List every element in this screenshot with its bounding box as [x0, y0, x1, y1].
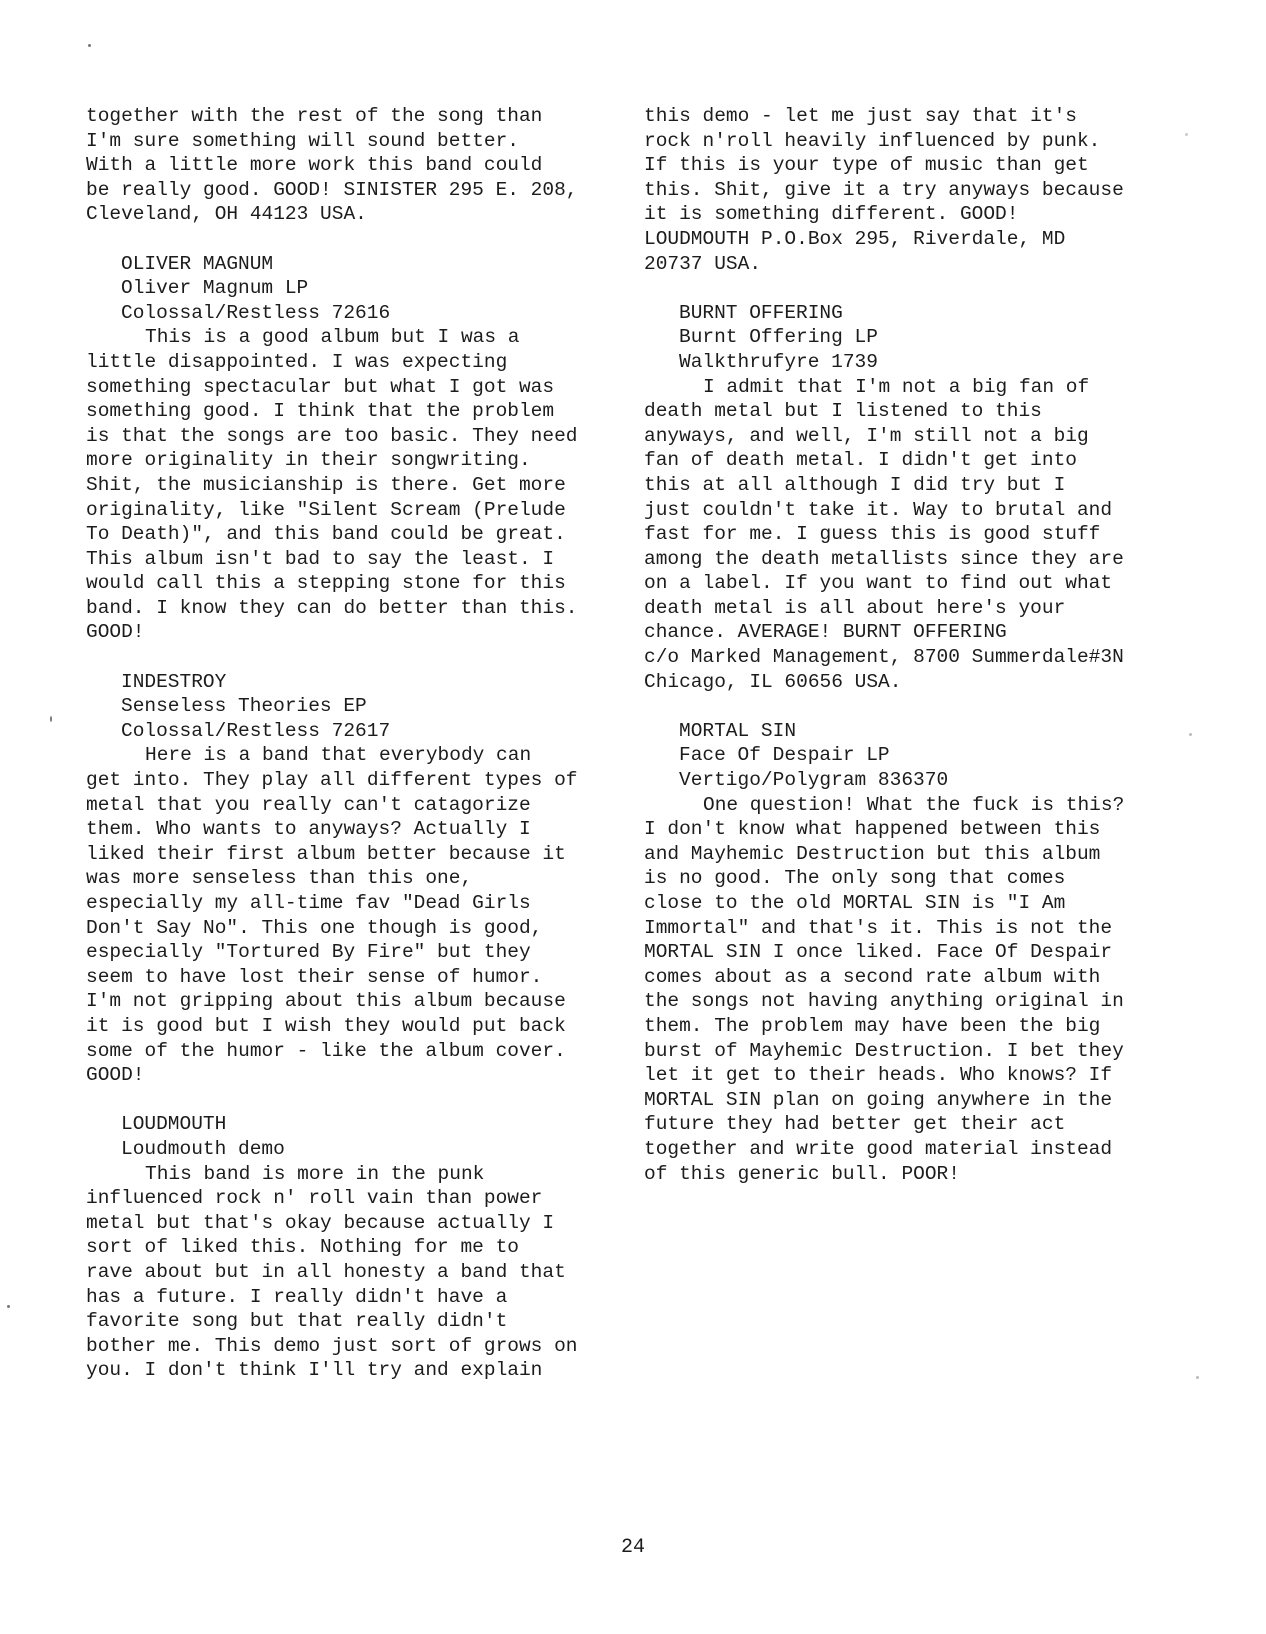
text-line: on a label. If you want to find out what — [644, 572, 1113, 595]
review-oliver-magnum — [86, 252, 631, 646]
review-release-title: Burnt Offering LP — [679, 326, 878, 349]
text-line: death metal is all about here's your — [644, 596, 1066, 619]
text-line: you. I don't think I'll try and explain — [86, 1359, 543, 1382]
text-line: band. I know they can do better than this. — [86, 596, 578, 619]
text-line: it is good but I wish they would put back — [86, 1014, 566, 1037]
scan-speck — [7, 1305, 10, 1308]
text-line: chance. AVERAGE! BURNT OFFERING — [644, 621, 1007, 644]
text-line: burst of Mayhemic Destruction. I bet they — [644, 1039, 1124, 1062]
text-line: To Death)", and this band could be great. — [86, 523, 566, 546]
review-label: Colossal/Restless 72617 — [121, 719, 391, 742]
scan-speck — [1196, 1376, 1199, 1379]
text-line: close to the old MORTAL SIN is "I Am — [644, 892, 1066, 914]
text-line: is no good. The only song that comes — [644, 867, 1066, 890]
review-band-name: BURNT OFFERING — [679, 301, 843, 324]
text-line: This album isn't bad to say the least. I — [86, 547, 555, 570]
review-first-line: One question! What the fuck is this? — [703, 793, 1125, 816]
text-line: be really good. GOOD! SINISTER 295 E. 208, — [86, 178, 578, 201]
text-line: c/o Marked Management, 8700 Summerdale#3N — [644, 646, 1124, 669]
text-line: metal that you really can't catagorize — [86, 793, 531, 816]
review-label: Vertigo/Polygram 836370 — [679, 769, 949, 792]
review-release-title: Senseless Theories EP — [121, 695, 367, 718]
continued-review-text — [86, 104, 631, 227]
text-line: little disappointed. I was expecting — [86, 350, 508, 373]
text-line: GOOD! — [86, 621, 145, 644]
text-line: them. Who wants to anyways? Actually I — [86, 818, 531, 841]
text-line: influenced rock n' roll vain than power — [86, 1187, 543, 1210]
review-release-title: Oliver Magnum LP — [121, 277, 309, 300]
text-line: favorite song but that really didn't — [86, 1310, 508, 1333]
text-line: together and write good material instead — [644, 1137, 1113, 1160]
text-line: If this is your type of music than get — [644, 154, 1089, 177]
scan-speck — [88, 44, 91, 47]
text-line: get into. They play all different types of — [86, 769, 578, 792]
text-line: has a future. I really didn't have a — [86, 1285, 508, 1308]
text-line: this at all although I did try but I — [644, 473, 1066, 496]
scan-speck — [1185, 133, 1188, 136]
text-line: this demo - let me just say that it's — [644, 105, 1077, 127]
text-line: anyways, and well, I'm still not a big — [644, 424, 1089, 447]
text-line: With a little more work this band could — [86, 154, 543, 177]
text-line: the songs not having anything original in — [644, 990, 1124, 1013]
text-line: sort of liked this. Nothing for me to — [86, 1236, 519, 1259]
review-indestroy — [86, 670, 631, 1088]
text-line: some of the humor - like the album cover. — [86, 1039, 566, 1062]
text-line: this. Shit, give it a try anyways because — [644, 178, 1124, 201]
text-line: among the death metallists since they are — [644, 547, 1124, 570]
text-line: just couldn't take it. Way to brutal and — [644, 498, 1113, 521]
text-line: especially my all-time fav "Dead Girls — [86, 892, 531, 914]
text-line: them. The problem may have been the big — [644, 1014, 1101, 1037]
text-line: I'm not gripping about this album because — [86, 990, 566, 1013]
text-line: and Mayhemic Destruction but this album — [644, 842, 1101, 865]
text-line: more originality in their songwriting. — [86, 449, 531, 472]
text-line: MORTAL SIN I once liked. Face Of Despair — [644, 941, 1113, 964]
review-band-name: LOUDMOUTH — [121, 1113, 227, 1136]
review-mortal-sin — [644, 719, 1189, 1186]
text-line: death metal but I listened to this — [644, 400, 1042, 423]
review-burnt-offering — [644, 301, 1189, 695]
text-line: is that the songs are too basic. They need — [86, 424, 578, 447]
text-line: rock n'roll heavily influenced by punk. — [644, 129, 1101, 152]
text-line: future they had better get their act — [644, 1113, 1066, 1136]
review-label: Walkthrufyre 1739 — [679, 350, 878, 373]
text-line: I'm sure something will sound better. — [86, 129, 519, 152]
text-line: would call this a stepping stone for this — [86, 572, 566, 595]
text-line: LOUDMOUTH P.O.Box 295, Riverdale, MD — [644, 227, 1066, 250]
review-band-name: INDESTROY — [121, 670, 227, 693]
review-first-line: This band is more in the punk — [145, 1162, 485, 1185]
text-line: fast for me. I guess this is good stuff — [644, 523, 1101, 546]
text-line: something spectacular but what I got was — [86, 375, 555, 398]
text-line: Chicago, IL 60656 USA. — [644, 670, 902, 693]
review-first-line: This is a good album but I was a — [145, 326, 520, 349]
text-line: bother me. This demo just sort of grows on — [86, 1334, 578, 1357]
review-label: Colossal/Restless 72616 — [121, 301, 391, 324]
text-line: GOOD! — [86, 1064, 145, 1087]
text-line: Don't Say No". This one though is good, — [86, 916, 543, 939]
review-loudmouth — [86, 1112, 631, 1383]
review-release-title: Face Of Despair LP — [679, 744, 890, 767]
left-column — [86, 104, 631, 1383]
text-line: metal but that's okay because actually I — [86, 1211, 555, 1234]
text-line: together with the rest of the song than — [86, 105, 543, 127]
text-line: MORTAL SIN plan on going anywhere in the — [644, 1088, 1113, 1111]
scan-speck — [50, 716, 52, 722]
text-line: something good. I think that the problem — [86, 400, 555, 423]
text-line: let it get to their heads. Who knows? If — [644, 1064, 1113, 1087]
text-line: of this generic bull. POOR! — [644, 1162, 960, 1185]
text-line: I don't know what happened between this — [644, 818, 1101, 841]
text-line: seem to have lost their sense of humor. — [86, 965, 543, 988]
review-band-name: OLIVER MAGNUM — [121, 252, 274, 275]
scan-speck — [1189, 733, 1192, 736]
review-release-title: Loudmouth demo — [121, 1137, 285, 1160]
text-line: liked their first album better because it — [86, 842, 566, 865]
review-band-name: MORTAL SIN — [679, 719, 797, 742]
text-line: was more senseless than this one, — [86, 867, 473, 890]
review-first-line: Here is a band that everybody can — [145, 744, 532, 767]
text-line: fan of death metal. I didn't get into — [644, 449, 1077, 472]
text-line: 20737 USA. — [644, 252, 762, 275]
text-line: it is something different. GOOD! — [644, 203, 1019, 226]
text-line: rave about but in all honesty a band that — [86, 1260, 566, 1283]
review-first-line: I admit that I'm not a big fan of — [703, 375, 1090, 398]
text-line: Cleveland, OH 44123 USA. — [86, 203, 367, 226]
text-line: Immortal" and that's it. This is not the — [644, 916, 1113, 939]
right-column — [644, 104, 1189, 1186]
page-number: 24 — [620, 1536, 645, 1559]
text-line: especially "Tortured By Fire" but they — [86, 941, 531, 964]
text-line: originality, like "Silent Scream (Prelude — [86, 498, 566, 521]
text-line: Shit, the musicianship is there. Get more — [86, 473, 566, 496]
continued-review-text — [644, 104, 1189, 276]
text-line: comes about as a second rate album with — [644, 965, 1101, 988]
